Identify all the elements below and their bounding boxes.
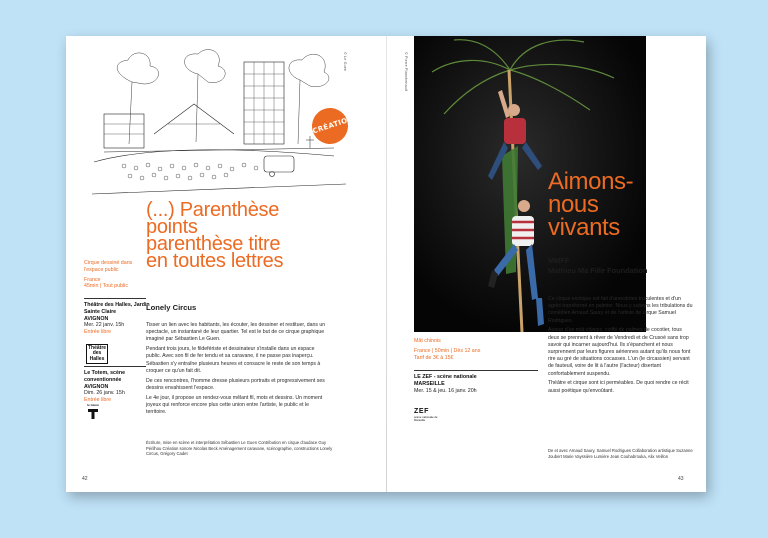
show-info-right (414, 338, 534, 361)
show-title-left (146, 199, 366, 272)
venue-info-2 (84, 370, 150, 404)
divider (84, 366, 146, 367)
description-left (146, 322, 326, 419)
title-line: parenthèse titre (146, 233, 281, 255)
zef-logo (414, 408, 474, 423)
title-line: nous (548, 191, 599, 218)
venue-price: Entrée libre (84, 397, 112, 404)
description-right (548, 296, 694, 397)
zef-logo-text: ZEF (414, 408, 430, 415)
venue-name: Le Totem, scène conventionnée (84, 370, 126, 383)
company-full: Mathieu Ma Fille Foundation (548, 266, 648, 275)
duration-audience: 45min | Tout public (84, 283, 128, 290)
photo-credit-right: © Pierre Planchenault (404, 52, 408, 92)
page-number-left: 42 (82, 476, 88, 482)
title-line: points (146, 216, 198, 238)
price: Tarif de 3€ à 15€ (414, 354, 454, 361)
venue-city: MARSEILLE (414, 380, 445, 387)
paragraph: Ce cirque exotique est fait d'anecdotes truculentes et d'un agrès transformé en palmier. Nous y suivons les tribulations du comédien Arnaud Saury et de l'artiste de cirque Samuel Rodrigues. (548, 296, 693, 324)
genre: Mât chinois (414, 338, 441, 344)
divider (414, 370, 538, 371)
show-title-right (548, 170, 698, 239)
le-totem-logo (86, 404, 100, 425)
magazine-spread (66, 36, 706, 492)
genre: Cirque dessiné dans l'espace public (84, 260, 133, 273)
zef-logo-sub: scène nationale de Marseille (414, 415, 438, 423)
company-short: MMFF (548, 256, 570, 265)
title-line: en toutes lettres (146, 250, 284, 272)
page-fold (386, 36, 387, 492)
company-name-right (548, 256, 647, 276)
paragraph: Autour d'un mât chinois, coiffé de palmes de cocotier, tous deux se prennent à rêver de Vendredi et de Crusoé sans trop savoir qui incarner aujourd'hui. Ils s'épanchent et nous surprennent par leurs figures aériennes autant qu'ils nous font rire au gré de situations cocasses. L'un (le circassien) servant de fauteuil, voire de lit à l'autre (l'acteur) disertant confortablement suspendu. (548, 327, 691, 377)
venue-price: Entrée libre (84, 329, 112, 336)
paragraph: Le 4e jour, il propose un rendez-vous mêlant fil, mots et dessins. Un moment joyeux qui renforce encore plus cette union entre l'artiste, le public et le territoire. (146, 394, 323, 416)
title-line: (...) Parenthèse (146, 199, 280, 221)
paragraph: De ces rencontres, l'homme dresse plusieurs portraits et progressivement ses dessins envahissent l'espace. (146, 377, 325, 391)
creation-badge: CRÉATION (307, 103, 352, 148)
paragraph: Théâtre et cirque sont ici perméables. De quoi rendre ce récit aussi poétique qu'envoûtant. (548, 380, 689, 394)
theatre-des-halles-logo: Théâtre des Halles (86, 344, 108, 364)
venue-name: LE ZEF - scène nationale (414, 374, 477, 380)
venue-info-1 (84, 302, 150, 336)
paragraph: Pendant trois jours, le fildefériste et dessinateur s'installe dans un espace public. Avec son fil de fer tendu et sa caravane, il ne passe pas inaperçu. Sébastien s'y entraîne plusieurs heures et consacre le reste de son temps à croquer ce qu'un fait dit. (146, 346, 321, 374)
page-number-right: 43 (678, 476, 684, 482)
credits-left: Écriture, mise en scène et interprétation Sébastien Le Guen Contribution en cirque d'audace Guy Périlhou Création sonore Nicolas Beck Aménagement caravane, scénographie, constructions Lonely Circus, Grégory Cadet (146, 440, 333, 457)
company-name-left: Lonely Circus (146, 303, 197, 312)
venue-date: Dim. 26 janv. 15h (84, 390, 125, 397)
venue-date: Mer. 15 & jeu. 16 janv. 20h (414, 387, 477, 394)
photo-credit-left: © Le Guen (343, 52, 347, 72)
venue-name: Théâtre des Halles, Jardin Sainte Claire (84, 302, 150, 315)
totem-logo-text: le totem (87, 403, 99, 407)
venue-city: AVIGNON (84, 383, 109, 390)
credits-right: De et avec Arnaud Saury, Samuel Rodrigues Collaboration artistique Suzanne Joubert Marie Vayssière Lumière Jean Couhabrouka, Alix Veillon (548, 448, 693, 459)
title-line: Aimons- (548, 168, 634, 195)
title-line: vivants (548, 214, 620, 241)
totem-logo-icon (87, 408, 99, 420)
venue-city: AVIGNON (84, 315, 109, 322)
show-info-left (84, 260, 150, 290)
venue-date: Mer. 22 janv. 15h (84, 322, 125, 329)
divider (84, 298, 146, 299)
venue-info-right (414, 374, 538, 394)
origin-duration: France | 50min | Dès 12 ans (414, 347, 481, 354)
origin: France (84, 276, 101, 283)
paragraph: Tisser un lien avec les habitants, les écouter, les dessiner et restituer, dans un spectacle, un instantané de leur quartier. Tel est le but de ce cirque graphique imaginé par Sébastien Le Guen. (146, 322, 326, 343)
